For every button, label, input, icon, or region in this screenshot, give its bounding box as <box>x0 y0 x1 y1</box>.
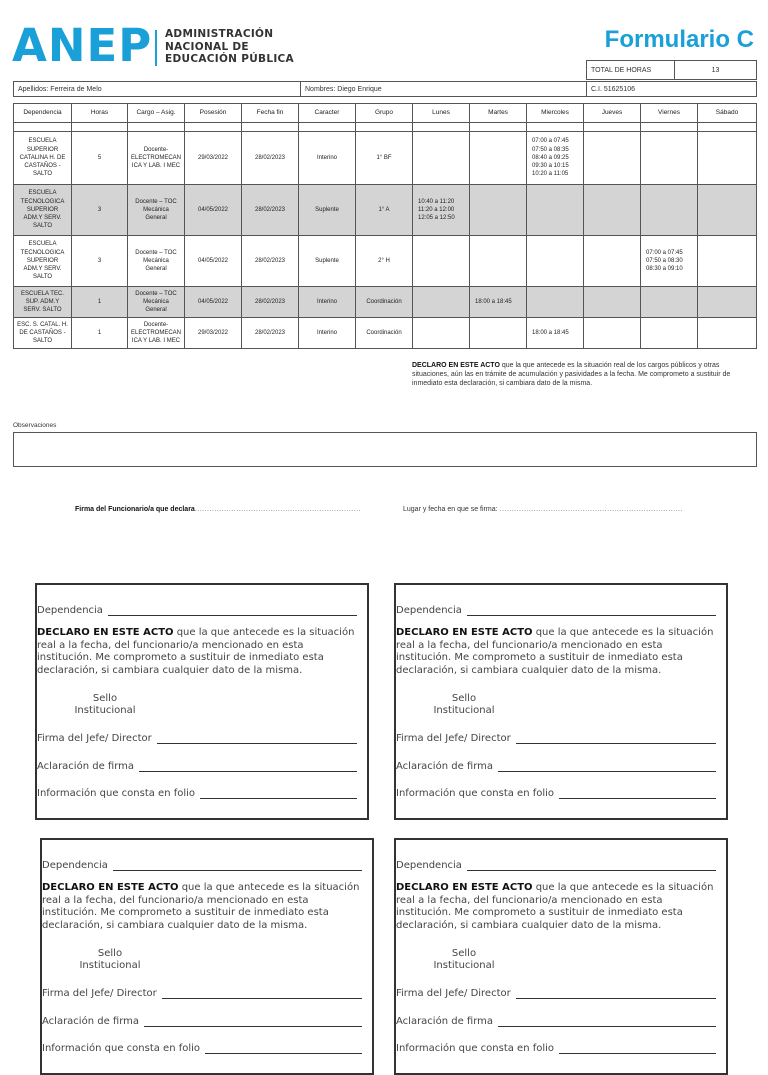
cell-cargo <box>128 185 185 236</box>
cell-caracter <box>299 132 356 185</box>
stamp-declaration <box>42 882 364 932</box>
cell-text: 04/05/2022 <box>197 257 229 264</box>
cell-text: ESCUELA TECNOLOGICA SUPERIOR ADM.Y SERV. SALTO <box>20 190 65 230</box>
cell-cargo <box>128 132 185 185</box>
table-row <box>14 132 757 185</box>
ci-field: C.I. 51625106 <box>586 81 757 97</box>
cell-sabado <box>698 287 757 318</box>
institution-line: NACIONAL DE <box>165 40 249 53</box>
aclaracion-label: Aclaración de firma <box>42 1016 140 1027</box>
column-header: Posesión <box>185 104 242 123</box>
observaciones-label: Observaciones <box>13 422 57 429</box>
cell-dependencia <box>14 236 72 287</box>
dependencia-line <box>113 861 362 871</box>
aclaracion-label: Aclaración de firma <box>396 1016 494 1027</box>
cell-viernes <box>641 318 698 349</box>
cell-dependencia <box>14 318 72 349</box>
table-row <box>14 287 757 318</box>
dependencia-field[interactable] <box>42 860 362 871</box>
sello-institucional <box>426 948 502 972</box>
cell-text: Interino <box>316 329 337 336</box>
dependencia-line <box>467 861 716 871</box>
firma-jefe-field[interactable] <box>37 733 357 744</box>
column-header: Miercoles <box>527 104 584 123</box>
sello-line: Institucional <box>433 960 495 971</box>
apellidos-field: Apellidos: Ferreira de Melo <box>13 81 301 97</box>
cell-text: Coordinación <box>366 329 402 336</box>
cell-martes <box>470 236 527 287</box>
cell-text: Docente- ELECTROMECAN ICA Y LAB. I MEC <box>130 321 181 345</box>
cell-text: 10:40 a 11:20 11:20 a 12:00 12:05 a 12:50 <box>418 198 455 222</box>
informacion-label: Información que consta en folio <box>37 788 196 799</box>
cell-fecha-fin <box>242 236 299 287</box>
column-header: Martes <box>470 104 527 123</box>
cell-text: Suplente <box>315 206 339 213</box>
stamp-box <box>35 583 369 820</box>
cell-text: 1° BF <box>376 154 392 161</box>
stamp-declaration <box>37 627 359 677</box>
sello-line: Sello <box>92 693 118 704</box>
aclaracion-field[interactable] <box>396 761 716 772</box>
firma-jefe-field[interactable] <box>396 733 716 744</box>
cell-posesion <box>185 132 242 185</box>
cell-fecha-fin <box>242 287 299 318</box>
sello-institucional <box>72 948 148 972</box>
cell-jueves <box>584 287 641 318</box>
cell-text: 3 <box>97 206 102 213</box>
cell-martes <box>470 132 527 185</box>
aclaracion-line <box>498 762 716 772</box>
cell-text: Docente – TOC Mecánica General <box>135 249 177 273</box>
firma-jefe-label: Firma del Jefe/ Director <box>37 733 152 744</box>
cell-jueves <box>584 132 641 185</box>
cell-text: 18:00 a 18:45 <box>475 298 512 305</box>
informacion-label: Información que consta en folio <box>396 1043 555 1054</box>
cell-horas <box>72 132 128 185</box>
cell-text: Docente – TOC Mecánica General <box>135 290 177 314</box>
cell-dependencia <box>14 287 72 318</box>
cell-jueves <box>584 236 641 287</box>
dependencia-label: Dependencia <box>396 860 462 871</box>
firma-jefe-line <box>157 734 357 744</box>
column-header: Fecha fin <box>242 104 299 123</box>
informacion-label: Información que consta en folio <box>396 788 555 799</box>
sello-line: Sello <box>97 948 123 959</box>
declaration-body: que la que antecede es la situación real de los cargos públicos y otras situaciones, aún las en trámite de acumulación y pasividades a la fecha. Me comprometo a sustituir de inmediato esta declaración, si cambiara dato de la misma. <box>412 362 731 388</box>
column-header: Viernes <box>641 104 698 123</box>
cell-cargo <box>128 287 185 318</box>
cell-lunes <box>413 287 470 318</box>
cell-sabado <box>698 236 757 287</box>
form-title: Formulario C <box>604 26 754 53</box>
stamp-box <box>394 583 728 820</box>
cell-text: 1 <box>97 329 102 336</box>
cell-text: 28/02/2023 <box>254 206 286 213</box>
cell-horas <box>72 318 128 349</box>
column-header: Dependencia <box>14 104 72 123</box>
sello-line: Sello <box>451 693 477 704</box>
informacion-line <box>559 789 716 799</box>
cell-miercoles <box>527 236 584 287</box>
cell-text: 28/02/2023 <box>254 257 286 264</box>
dependencia-field[interactable] <box>396 860 716 871</box>
stamp-declaration-bold: DECLARO EN ESTE ACTO <box>37 627 174 638</box>
lugar-dots: ........................................................................... <box>499 506 683 513</box>
cell-text: Suplente <box>315 257 339 264</box>
lugar-label: Lugar y fecha en que se firma: <box>403 506 500 513</box>
nombres-field: Nombres: Diego Enrique <box>300 81 587 97</box>
aclaracion-label: Aclaración de firma <box>396 761 494 772</box>
institution-line: ADMINISTRACIÓN <box>165 28 274 40</box>
cell-caracter <box>299 287 356 318</box>
cell-text: 04/05/2022 <box>197 298 229 305</box>
institution-name <box>165 28 294 66</box>
column-header: Grupo <box>356 104 413 123</box>
cell-posesion <box>185 287 242 318</box>
cell-dependencia <box>14 132 72 185</box>
cell-miercoles <box>527 287 584 318</box>
table-row <box>14 318 757 349</box>
cell-text: 1° A <box>378 206 390 213</box>
cell-grupo <box>356 236 413 287</box>
dependencia-line <box>108 606 357 616</box>
informacion-field[interactable] <box>37 788 357 799</box>
informacion-field[interactable] <box>396 788 716 799</box>
stamp-declaration-body: que la que antecede es la situación real a la fecha, del funcionario/a mencionado en esta institución. Me comprometo a sustituir de inmediato esta declaración, si cambiara cualquier dato de la misma. <box>42 882 360 931</box>
column-header: Horas <box>72 104 128 123</box>
declaration-bold: DECLARO EN ESTE ACTO <box>412 362 500 369</box>
cell-text: 07:00 a 07:45 07:50 a 08:35 08:40 a 09:25 09:30 a 10:15 10:20 a 11:05 <box>532 138 569 178</box>
table-row <box>14 185 757 236</box>
stamp-declaration-bold: DECLARO EN ESTE ACTO <box>396 882 533 893</box>
informacion-field[interactable] <box>42 1043 362 1054</box>
aclaracion-field[interactable] <box>396 1016 716 1027</box>
cell-lunes <box>413 236 470 287</box>
table-spacer-row <box>14 123 757 132</box>
firma-jefe-line <box>516 734 716 744</box>
firma-jefe-label: Firma del Jefe/ Director <box>42 988 157 999</box>
aclaracion-line <box>498 1017 716 1027</box>
aclaracion-field[interactable] <box>42 1016 362 1027</box>
sello-line: Institucional <box>79 960 141 971</box>
cell-lunes <box>413 185 470 236</box>
cell-viernes <box>641 236 698 287</box>
total-horas-value: 13 <box>674 60 757 80</box>
cell-sabado <box>698 318 757 349</box>
informacion-line <box>205 1044 362 1054</box>
cell-caracter <box>299 236 356 287</box>
stamp-declaration-bold: DECLARO EN ESTE ACTO <box>42 882 179 893</box>
informacion-label: Información que consta en folio <box>42 1043 201 1054</box>
sello-institucional <box>426 693 502 717</box>
cell-text: ESCUELA TECNOLOGICA SUPERIOR ADM.Y SERV. SALTO <box>20 241 65 281</box>
dependencia-label: Dependencia <box>37 605 103 616</box>
anep-logo: ANEP <box>12 19 153 72</box>
stamp-declaration-body: que la que antecede es la situación real a la fecha, del funcionario/a mencionado en esta institución. Me comprometo a sustituir de inmediato esta declaración, si cambiara cualquier dato de la misma. <box>396 882 714 931</box>
cell-text: 28/02/2023 <box>254 329 286 336</box>
dependencia-line <box>467 606 716 616</box>
cell-martes <box>470 318 527 349</box>
dependencia-label: Dependencia <box>396 605 462 616</box>
stamp-declaration-bold: DECLARO EN ESTE ACTO <box>396 627 533 638</box>
cell-text: 28/02/2023 <box>254 298 286 305</box>
dependencia-field[interactable] <box>396 605 716 616</box>
cell-cargo <box>128 318 185 349</box>
informacion-field[interactable] <box>396 1043 716 1054</box>
cell-text: 18:00 a 18:45 <box>532 329 569 336</box>
aclaracion-line <box>144 1017 362 1027</box>
cell-miercoles <box>527 185 584 236</box>
cell-posesion <box>185 236 242 287</box>
cell-text: 07:00 a 07:45 07:50 a 08:30 08:30 a 09:10 <box>646 249 683 273</box>
stamp-box <box>394 838 728 1075</box>
cell-posesion <box>185 185 242 236</box>
firma-jefe-line <box>516 989 716 999</box>
cell-jueves <box>584 185 641 236</box>
sello-line: Institucional <box>433 705 495 716</box>
cell-text: Docente – TOC Mecánica General <box>135 198 177 222</box>
column-header: Caracter <box>299 104 356 123</box>
cell-miercoles <box>527 318 584 349</box>
stamp-box <box>40 838 374 1075</box>
cell-text: 29/03/2022 <box>197 154 229 161</box>
stamp-declaration <box>396 627 718 677</box>
column-header: Cargo – Asig. <box>128 104 185 123</box>
cell-viernes <box>641 185 698 236</box>
column-header: Jueves <box>584 104 641 123</box>
dependencia-label: Dependencia <box>42 860 108 871</box>
cell-sabado <box>698 185 757 236</box>
cell-caracter <box>299 318 356 349</box>
firma-label: Firma del Funcionario/a que declara <box>75 506 195 513</box>
firma-jefe-label: Firma del Jefe/ Director <box>396 733 511 744</box>
cell-caracter <box>299 185 356 236</box>
firma-jefe-line <box>162 989 362 999</box>
cell-text: ESC. S. CATAL. H. DE CASTAÑOS - SALTO <box>17 321 68 345</box>
stamp-declaration <box>396 882 718 932</box>
cell-text: 28/02/2023 <box>254 154 286 161</box>
cell-lunes <box>413 132 470 185</box>
sello-line: Institucional <box>74 705 136 716</box>
firma-jefe-field[interactable] <box>396 988 716 999</box>
sello-line: Sello <box>451 948 477 959</box>
cell-martes <box>470 287 527 318</box>
cell-fecha-fin <box>242 185 299 236</box>
dependencia-field[interactable] <box>37 605 357 616</box>
cell-fecha-fin <box>242 132 299 185</box>
cell-miercoles <box>527 132 584 185</box>
total-horas-label: TOTAL DE HORAS <box>586 60 675 80</box>
logo-separator <box>155 30 157 66</box>
declaration-text <box>412 361 757 389</box>
cell-grupo <box>356 318 413 349</box>
cell-text: ESCUELA TEC. SUP. ADM.Y SERV. SALTO <box>21 290 64 314</box>
cell-martes <box>470 185 527 236</box>
cell-grupo <box>356 287 413 318</box>
cell-horas <box>72 236 128 287</box>
stamp-declaration-body: que la que antecede es la situación real a la fecha, del funcionario/a mencionado en esta institución. Me comprometo a sustituir de inmediato esta declaración, si cambiara cualquier dato de la misma. <box>37 627 355 676</box>
cell-lunes <box>413 318 470 349</box>
column-header: Sábado <box>698 104 757 123</box>
firma-jefe-field[interactable] <box>42 988 362 999</box>
firma-funcionario <box>75 506 361 513</box>
cargos-table <box>13 103 757 349</box>
observaciones-box[interactable] <box>13 432 757 467</box>
cell-fecha-fin <box>242 318 299 349</box>
cell-horas <box>72 185 128 236</box>
cell-text: 1 <box>97 298 102 305</box>
cell-text: 2° H <box>378 257 390 264</box>
aclaracion-line <box>139 762 357 772</box>
cell-viernes <box>641 287 698 318</box>
cell-cargo <box>128 236 185 287</box>
cell-dependencia <box>14 185 72 236</box>
cell-jueves <box>584 318 641 349</box>
aclaracion-label: Aclaración de firma <box>37 761 135 772</box>
firma-dots: .................................................................... <box>194 506 362 513</box>
informacion-line <box>200 789 357 799</box>
cell-grupo <box>356 185 413 236</box>
cell-text: 04/05/2022 <box>197 206 229 213</box>
cell-viernes <box>641 132 698 185</box>
stamp-declaration-body: que la que antecede es la situación real a la fecha, del funcionario/a mencionado en esta institución. Me comprometo a sustituir de inmediato esta declaración, si cambiara cualquier dato de la misma. <box>396 627 714 676</box>
institution-line: EDUCACIÓN PÚBLICA <box>165 53 294 65</box>
aclaracion-field[interactable] <box>37 761 357 772</box>
table-row <box>14 236 757 287</box>
lugar-fecha <box>403 506 683 513</box>
cell-text: Interino <box>316 298 337 305</box>
cell-text: 29/03/2022 <box>197 329 229 336</box>
column-header: Lunes <box>413 104 470 123</box>
cell-sabado <box>698 132 757 185</box>
cell-text: Coordinación <box>366 298 402 305</box>
cell-grupo <box>356 132 413 185</box>
cell-text: 3 <box>97 257 102 264</box>
table-header-row <box>14 104 757 123</box>
sello-institucional <box>67 693 143 717</box>
firma-jefe-label: Firma del Jefe/ Director <box>396 988 511 999</box>
cell-text: Docente- ELECTROMECAN ICA Y LAB. I MEC <box>130 146 181 170</box>
cell-text: ESCUELA SUPERIOR CATALINA H. DE CASTAÑOS - SALTO <box>19 138 66 178</box>
cell-text: Interino <box>316 154 337 161</box>
informacion-line <box>559 1044 716 1054</box>
cell-horas <box>72 287 128 318</box>
cell-posesion <box>185 318 242 349</box>
cell-text: 5 <box>97 154 102 161</box>
